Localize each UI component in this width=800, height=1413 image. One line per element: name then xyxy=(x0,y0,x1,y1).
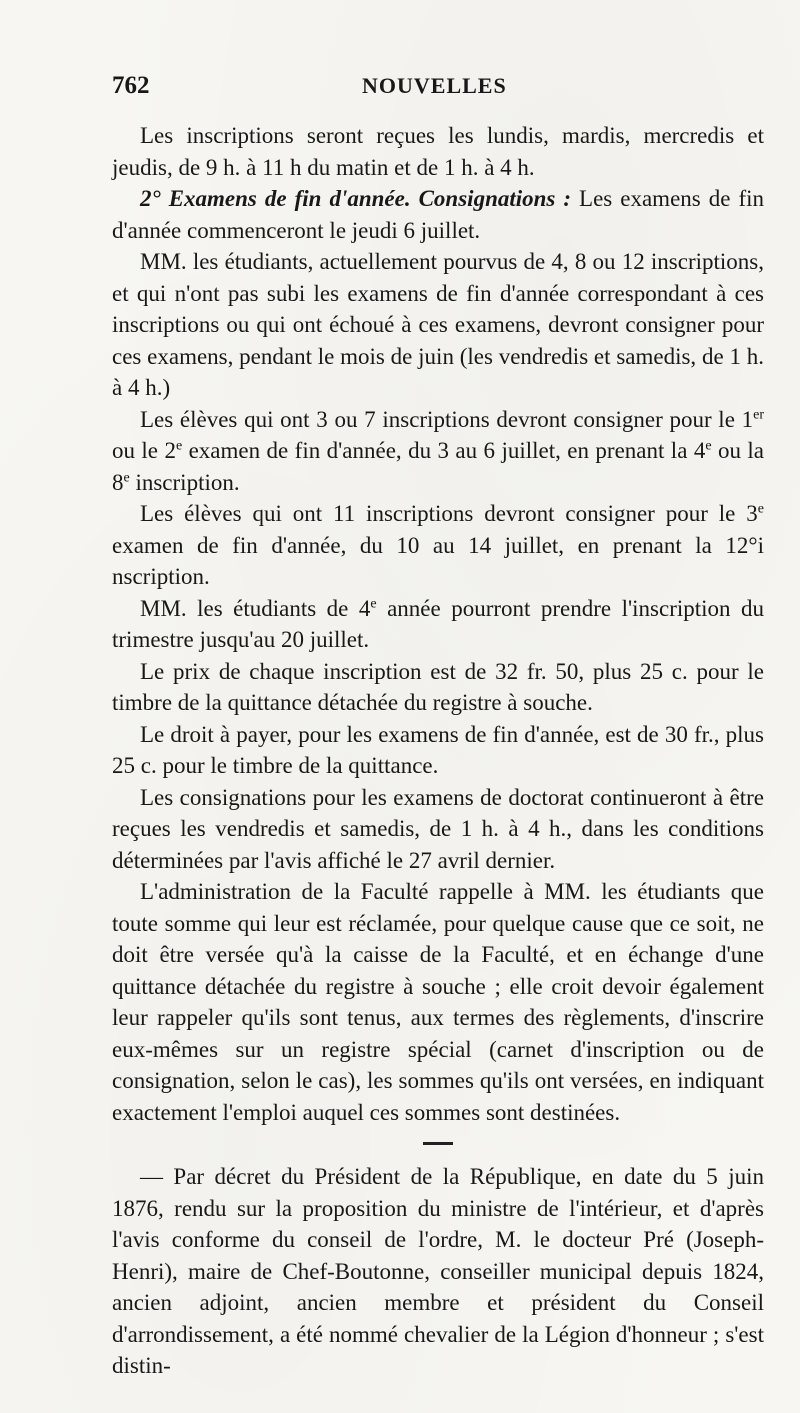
page-header xyxy=(112,72,764,116)
paragraph-eleven-inscriptions: Les élèves qui ont 11 inscriptions devront consigner pour le 3e examen de fin d'année, du 10 au 14 juillet, en prenant la 12°i nscription. xyxy=(112,501,764,589)
section-separator xyxy=(423,1142,453,1145)
paragraph-decree: — Par décret du Président de la République, en date du 5 juin 1876, rendu sur la proposition du ministre de l'intérieur, et d'après l'avis conforme du conseil de l'ordre, M. le docteur Pré (Joseph-Henri), maire de Chef-Boutonne, conseiller municipal depuis 1824, ancien adjoint, ancien membre et président du Conseil d'arrondissement, a été nommé chevalier de la Légion d'honneur ; s'est distin- xyxy=(112,1164,764,1378)
paragraph-three-seven-inscriptions: Les élèves qui ont 3 ou 7 inscriptions devront consigner pour le 1er ou le 2e examen de fin d'année, du 3 au 6 juillet, en prenant la 4e ou la 8e inscription. xyxy=(112,406,765,495)
paragraph-doctorate-consignments: Les consignations pour les examens de doctorat continueront à être reçues les vendredis et samedis, de 1 h. à 4 h., dans les conditions déterminées par l'avis affiché le 27 avril dernier. xyxy=(112,784,764,873)
page-number: 762 xyxy=(112,72,150,99)
paragraph-exam-fee: Le droit à payer, pour les examens de fin d'année, est de 30 fr., plus 25 c. pour le timbre de la quittance. xyxy=(112,721,764,778)
paragraph-inscriptions-schedule: Les inscriptions seront reçues les lundis, mardis, mercredis et jeudis, de 9 h. à 11 h du matin et de 1 h. à 4 h. xyxy=(112,123,764,180)
paragraph-exam-section xyxy=(112,183,764,246)
paragraph-consignment-rules: MM. les étudiants, actuellement pourvus de 4, 8 ou 12 inscriptions, et qui n'ont pas subi les examens de fin d'année correspondant à ces inscriptions ou qui ont échoué à ces examens, devront consigner pour ces examens, pendant le mois de juin (les vendredis et samedis, de 1 h. à 4 h.) xyxy=(112,249,764,400)
paragraph-fourth-year: MM. les étudiants de 4e année pourront prendre l'inscription du trimestre jusqu'au 20 juillet. xyxy=(112,595,765,652)
section-text: Les examens de fin d'année commenceront le jeudi 6 juillet. xyxy=(112,186,764,243)
paragraph-inscription-price: Le prix de chaque inscription est de 32 fr. 50, plus 25 c. pour le timbre de la quittance détachée du registre à souche. xyxy=(112,658,764,715)
running-head: NOUVELLES xyxy=(362,73,507,98)
section-heading: 2° Examens de fin d'année. Consignations : xyxy=(140,186,572,211)
paragraph-administration-notice: L'administration de la Faculté rappelle à MM. les étudiants que toute somme qui leur est réclamée, pour quelque cause que ce soit, ne doit être versée qu'à la caisse de la Faculté, et en échange d'une quittance détachée du registre à souche ; elle croit devoir également leur rappeler qu'ils sont tenus, aux termes des règlements, d'inscrire eux-mêmes sur un registre spécial (carnet d'inscription ou de consignation, selon le cas), les sommes qu'ils ont versées, en indiquant exactement l'emploi auquel ces sommes sont destinées. xyxy=(112,879,764,1125)
